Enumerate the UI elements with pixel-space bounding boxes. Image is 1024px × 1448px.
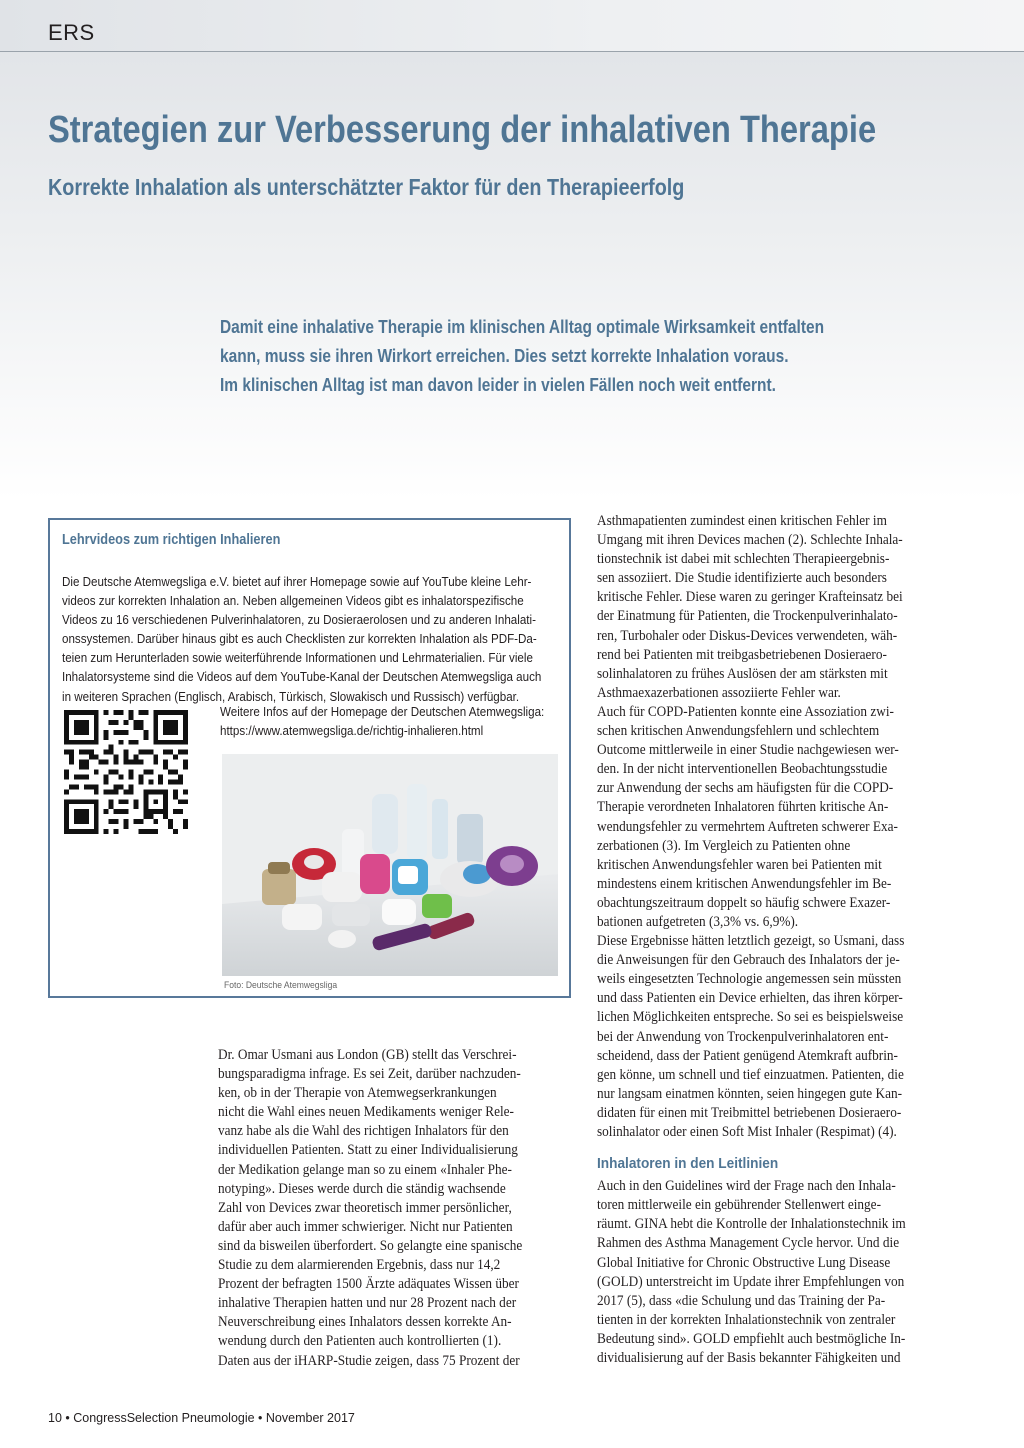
text-line: wendungsfehler zu vermehrtem Auftreten schwerer Exa- <box>597 818 898 835</box>
text-line: bungsparadigma infrage. Es sei Zeit, darüber nachzuden- <box>218 1066 521 1083</box>
info-box <box>48 518 571 998</box>
text-line: scheidend, dass der Patient genügend Atemkraft aufbrin- <box>597 1047 898 1064</box>
text-line: obachtungszeitraum doppelt so häufig schwere Exazer- <box>597 894 891 911</box>
text-line: Therapie verordneten Inhalatoren führten kritische An- <box>597 799 889 816</box>
text-line: Rahmen des Asthma Management Cycle hervor. Und die <box>597 1235 900 1252</box>
text-line: Daten aus der iHARP-Studie zeigen, dass 75 Prozent der <box>218 1352 520 1369</box>
info-box-line: Die Deutsche Atemwegsliga e.V. bietet auf ihrer Homepage sowie auf YouTube kleine Lehr- <box>62 574 532 589</box>
article-lead <box>220 313 925 400</box>
info-box-line: Videos zu 16 verschiedenen Pulverinhalatoren, zu Dosieraerolosen und zu anderen Inhalati- <box>62 612 536 628</box>
text-line: Umgang mit ihren Devices machen (2). Schlechte Inhala- <box>597 532 903 549</box>
inhalers-illustration <box>222 754 558 976</box>
text-line: Diese Ergebnisse hätten letztlich gezeigt, so Usmani, dass <box>597 933 905 950</box>
text-line: nur langsam einatmen könnten, seien hingegen gute Kan- <box>597 1085 903 1102</box>
info-box-line: teien zum Herunterladen sowie weiterführende Informationen und Lehrmaterialien. Für viele <box>62 650 533 666</box>
text-line: bei der Anwendung von Trockenpulverinhalatoren ent- <box>597 1028 889 1045</box>
text-line: tienten in der korrekten Inhalationstechnik von zentraler <box>597 1311 896 1328</box>
text-line: mindestens einem kritischen Anwendungsfehler im Be- <box>597 875 892 892</box>
text-line: Prozent der befragten 1500 Ärzte adäquates Wissen über <box>218 1276 519 1293</box>
text-line: ken, ob in der Therapie von Atemwegserkrankungen <box>218 1085 497 1102</box>
lead-line: Im klinischen Alltag ist man davon leider in vielen Fällen noch weit entfernt. <box>220 375 776 395</box>
text-line: kritischen Anwendungsfehler waren bei Patienten mit <box>597 856 882 873</box>
text-line: inhalative Therapien hatten und nur 28 Prozent nach der <box>218 1295 517 1312</box>
text-line: individuellen Patienten. Statt zu einer Individualisierung <box>218 1142 518 1159</box>
info-box-line: in weiteren Sprachen (Englisch, Arabisch, Türkisch, Slowakisch und Russisch) verfügbar. <box>62 688 520 704</box>
info-box-link[interactable] <box>220 702 572 740</box>
section-heading: Inhalatoren in den Leitlinien <box>597 1156 779 1173</box>
text-line: dividualisierung auf der Basis bekannter Fähigkeiten und <box>597 1350 901 1367</box>
text-line: gen könne, um schnell und tief einzuatmen. Patienten, die <box>597 1066 904 1083</box>
text-line: und dass Patienten ein Device erhielten, das ihren körper- <box>597 990 903 1007</box>
text-line: ren, Turbohaler oder Diskus-Devices verwendeten, wäh- <box>597 627 898 644</box>
text-line: notyping». Dieses werde durch die ständig wachsende <box>218 1180 506 1197</box>
text-line: Asthmapatienten zumindest einen kritischen Fehler im <box>597 513 887 529</box>
lead-line: kann, muss sie ihren Wirkort erreichen. Dies setzt korrekte Inhalation voraus. <box>220 346 789 366</box>
text-line: (GOLD) unterstreicht im Update ihrer Empfehlungen von <box>597 1273 905 1290</box>
info-box-line: onssystemen. Darüber hinaus gibt es auch Checklisten zur korrekten Inhalation als PDF-Da- <box>62 631 537 647</box>
text-line: Global Initiative for Chronic Obstructive Lung Disease <box>597 1254 891 1271</box>
text-line: schen kritischen Anwendungsfehlern und schlechtem <box>597 723 880 740</box>
text-line: vanz habe als die Wahl des richtigen Inhalators für den <box>218 1123 509 1140</box>
text-line: lichen Möglichkeiten entspreche. So sei es beispielsweise <box>597 1009 904 1026</box>
body-column-left <box>218 1046 573 1371</box>
text-line: solinhalator oder einen Soft Mist Inhaler (Respimat) (4). <box>597 1124 897 1140</box>
text-line: Studie zu dem alarmierenden Ergebnis, dass nur 14,2 <box>218 1257 501 1274</box>
page-footer: 10 • CongressSelection Pneumologie • November 2017 <box>48 1411 355 1425</box>
text-line: wendung durch den Patienten auch kontrollierten (1). <box>218 1333 502 1350</box>
text-line: sind da bisweilen überfordert. So gelangte eine spanische <box>218 1237 523 1254</box>
text-line: sen assoziiert. Die Studie identifizierte auch besonders <box>597 570 887 587</box>
text-line: den. In der nicht interventionellen Beobachtungsstudie <box>597 761 888 778</box>
inhaler-photo <box>222 754 558 976</box>
text-line: Auch für COPD-Patienten konnte eine Assoziation zwi- <box>597 703 894 720</box>
header-background <box>0 0 1024 500</box>
text-line: Outcome mittlerweile in einer Studie nachgewiesen wer- <box>597 742 899 759</box>
text-line: nicht die Wahl eines neuen Medikaments weniger Rele- <box>218 1104 514 1121</box>
text-line: der Einatmung für Patienten, die Trockenpulverinhalato- <box>597 608 898 625</box>
text-line: didaten für einen mit Treibmittel betriebenen Dosieraero- <box>597 1104 902 1121</box>
text-line: Dr. Omar Usmani aus London (GB) stellt das Verschrei- <box>218 1047 517 1063</box>
text-line: Neuverschreibung eines Inhalators dessen korrekte An- <box>218 1314 512 1331</box>
info-box-url[interactable]: https://www.atemwegsliga.de/richtig-inhalieren.html <box>220 723 484 739</box>
photo-caption: Foto: Deutsche Atemwegsliga <box>224 980 338 991</box>
text-line: rend bei Patienten mit treibgasbetriebenen Dosieraero- <box>597 646 887 663</box>
section-label: ERS <box>48 20 95 45</box>
info-box-link-line: Weitere Infos auf der Homepage der Deutschen Atemwegsliga: <box>220 704 545 719</box>
header-divider <box>0 51 1024 52</box>
info-box-text <box>62 572 564 706</box>
info-box-line: videos zur korrekten Inhalation an. Neben allgemeinen Videos gibt es inhalatorspezifische <box>62 593 524 609</box>
text-line: Zahl von Devices zwar theoretisch immer persönlicher, <box>218 1199 512 1216</box>
text-line: die Anweisungen für den Gebrauch des Inhalators der je- <box>597 952 900 969</box>
text-line: der Medikation gelange man so zu einem «Inhaler Phe- <box>218 1161 512 1178</box>
body-column-right <box>597 512 952 1368</box>
text-line: dafür aber auch immer schwieriger. Nicht nur Patienten <box>218 1218 513 1235</box>
lead-line: Damit eine inhalative Therapie im klinischen Alltag optimale Wirksamkeit entfalten <box>220 317 825 337</box>
text-line: 2017 (5), dass «die Schulung und das Training der Pa- <box>597 1292 886 1309</box>
text-line: Auch in den Guidelines wird der Frage nach den Inhala- <box>597 1178 896 1195</box>
text-line: bationen aufgetreten (3,3% vs. 6,9%). <box>597 913 799 930</box>
article-title: Strategien zur Verbesserung der inhalativen Therapie <box>48 109 877 151</box>
text-line: weils eingesetzten Technologie angemessen sein müssten <box>597 971 902 988</box>
text-line: Asthmaexazerbationen assoziierte Fehler war. <box>597 684 841 701</box>
article-subtitle: Korrekte Inhalation als unterschätzter Faktor für den Therapieerfolg <box>48 174 685 200</box>
text-line: tionstechnik ist dabei mit schlechten Therapieergebnis- <box>597 551 890 568</box>
text-line: solinhalatoren zu frühes Auslösen der am stärksten mit <box>597 665 888 682</box>
text-line: kritische Fehler. Diese waren zu geringer Krafteinsatz bei <box>597 589 903 606</box>
text-line: räumt. GINA hebt die Kontrolle der Inhalationstechnik im <box>597 1216 906 1233</box>
text-line: zerbationen (3). Im Vergleich zu Patienten ohne <box>597 837 851 854</box>
info-box-title: Lehrvideos zum richtigen Inhalieren <box>62 532 281 548</box>
section-header-bar <box>0 0 1024 52</box>
qr-code-icon[interactable] <box>64 710 188 834</box>
text-line: toren mittlerweile ein gebührender Stellenwert einge- <box>597 1197 881 1214</box>
text-line: Bedeutung sind». GOLD empfiehlt auch bestmögliche In- <box>597 1330 906 1347</box>
text-line: zur Anwendung der sechs am häufigsten für die COPD- <box>597 780 894 797</box>
info-box-line: Inhalatorsysteme sind die Videos auf dem YouTube-Kanal der Deutschen Atemwegsliga auch <box>62 669 542 685</box>
